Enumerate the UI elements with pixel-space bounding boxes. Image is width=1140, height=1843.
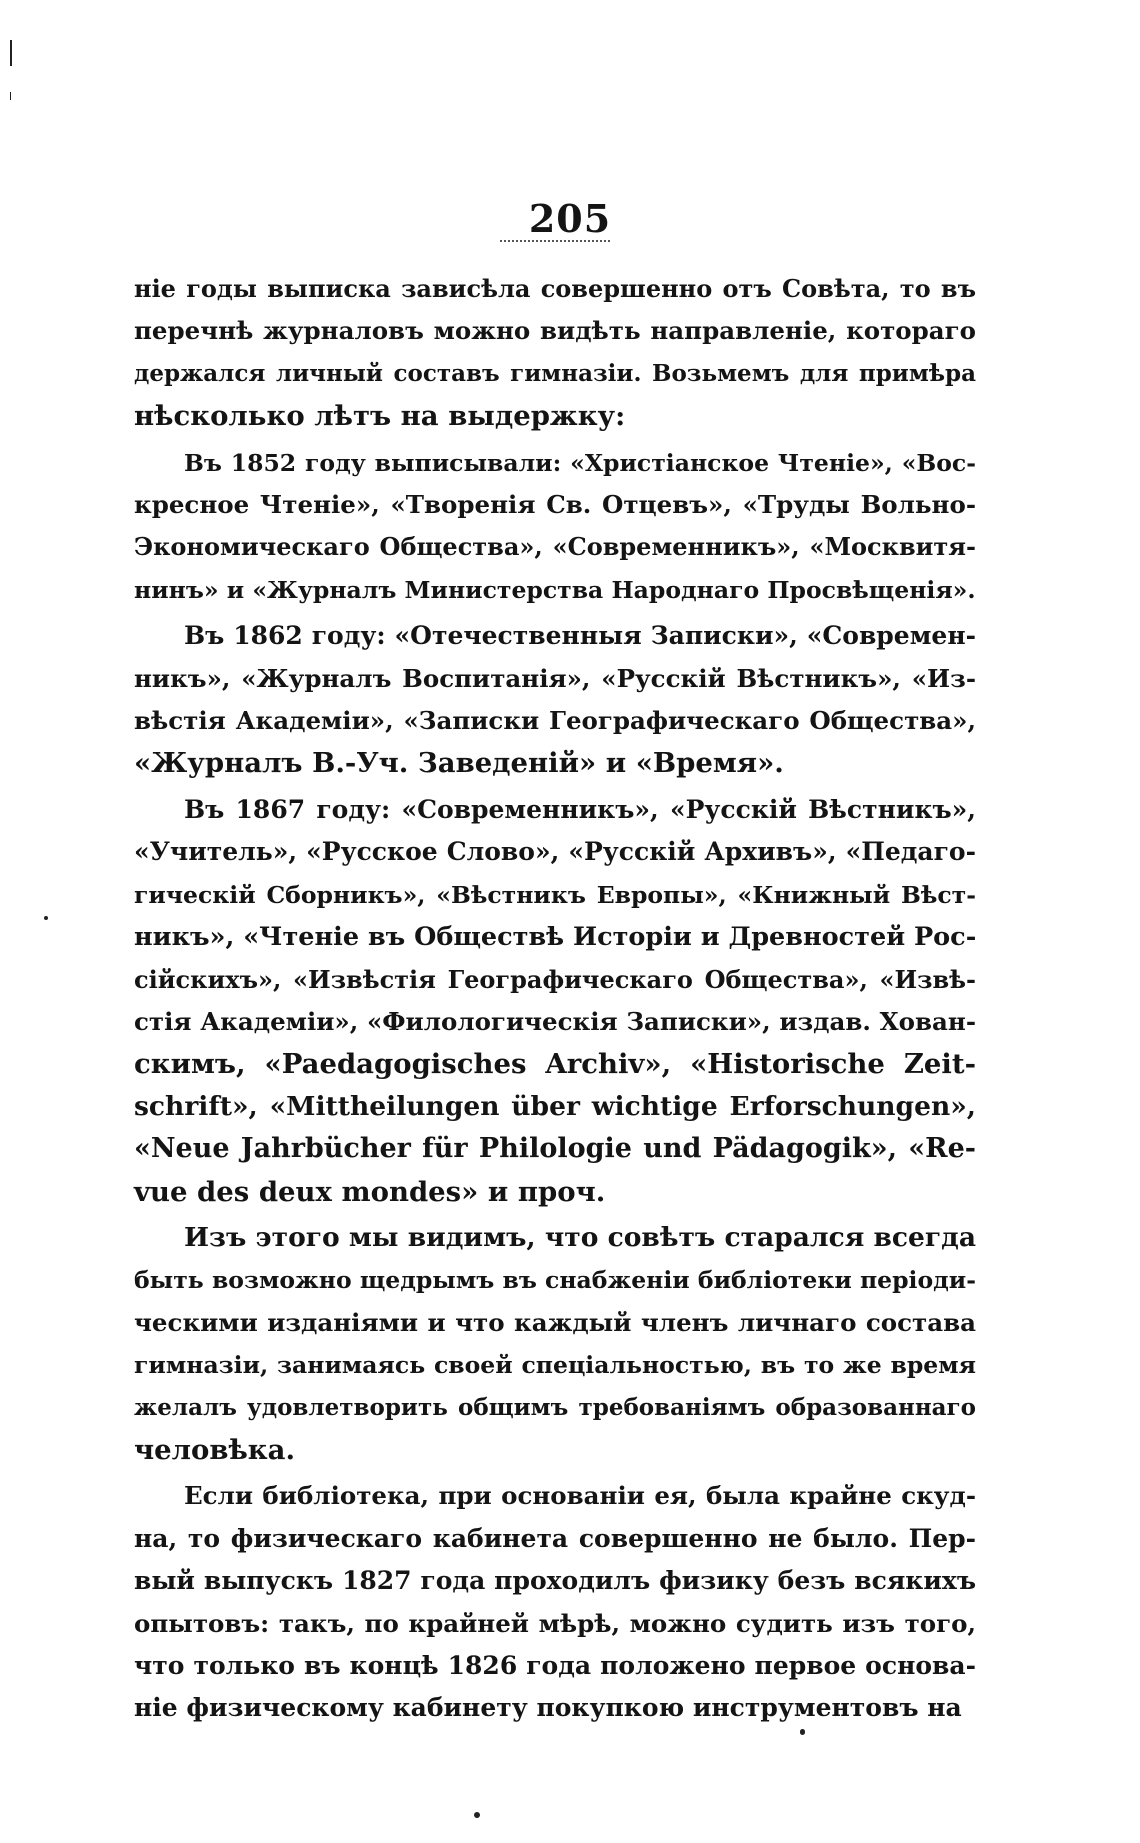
paragraph [134,268,976,438]
text-line: гическій Сборникъ», «Вѣстникъ Европы», «Книжный Вѣст- [134,880,976,909]
page-number: 205 [528,196,612,241]
text-line: «Учитель», «Русское Слово», «Русскій Архивъ», «Педаго- [134,837,976,867]
text-line: «Neue Jahrbücher für Philologie und Pädagogik», «Re- [134,1133,976,1165]
text-line: Въ 1862 году: «Отечественныя Записки», «Современ- [184,621,976,651]
text-line: человѣка. [134,1433,296,1466]
body-text [134,268,976,1730]
paragraph [134,615,976,785]
text-line: сійскихъ», «Извѣстія Географическаго Общества», «Извѣ- [134,964,976,994]
text-line: никъ», «Чтеніе въ Обществѣ Исторіи и Древностей Рос- [134,922,977,953]
text-line: гимназіи, занимаясь своей спеціальностью, въ то же время [134,1351,976,1380]
text-line: нинъ» и «Журналъ Министерства Народнаго Просвѣщенія». [134,575,976,604]
text-line: никъ», «Журналъ Воспитанія», «Русскій Вѣстникъ», «Из- [134,663,976,693]
text-line: опытовъ: такъ, по крайней мѣрѣ, можно судить изъ того, [134,1608,976,1638]
scan-dot [474,1812,480,1818]
text-line: стія Академіи», «Филологическія Записки», издав. Хован- [134,1006,976,1036]
text-line: вый выпускъ 1827 года проходилъ физику безъ всякихъ [134,1566,976,1596]
text-line: быть возможно щедрымъ въ снабженіи библіотеки періоди- [134,1266,976,1295]
margin-line-mark-small [10,92,11,100]
text-line: «Журналъ В.-Уч. Заведеній» и «Время». [134,747,784,780]
text-line: ніе годы выписка зависѣла совершенно отъ Совѣта, то въ [134,274,976,303]
text-line: Если библіотека, при основаніи ея, была крайне скуд- [184,1481,976,1511]
text-line: держался личный составъ гимназіи. Возьмемъ для примѣра [134,359,976,387]
paragraph [134,1475,976,1729]
text-line: Въ 1852 году выписывали: «Христіанское Чтеніе», «Вос- [184,448,976,477]
page-number-underline [500,240,610,242]
text-line: Въ 1867 году: «Современникъ», «Русскій Вѣстникъ», [184,794,976,824]
text-line: schrift», «Mittheilungen über wichtige Erforschungen», [134,1090,976,1122]
scan-dot [800,1729,805,1735]
paragraph [134,442,976,612]
scan-dot [44,916,48,920]
paragraph [134,789,976,1213]
text-line: что только въ концѣ 1826 года положено первое основа- [134,1651,976,1680]
text-line: желалъ удовлетворить общимъ требованіямъ образованнаго [134,1393,976,1421]
text-line: скимъ, «Paedagogisches Archiv», «Historische Zeit- [134,1048,976,1081]
text-line: на, то физическаго кабинета совершенно не было. Пер- [134,1523,976,1553]
text-line: перечнѣ журналовъ можно видѣть направленіе, котораго [134,316,976,346]
margin-line-mark [10,40,12,66]
text-line: ческими изданіями и что каждый членъ личнаго состава [134,1307,976,1337]
text-line: нѣсколько лѣтъ на выдержку: [134,400,626,433]
text-line: Изъ этого мы видимъ, что совѣтъ старался всегда [184,1221,976,1253]
text-line: вѣстія Академіи», «Записки Географическаго Общества», [134,706,976,736]
text-line: кресное Чтеніе», «Творенія Св. Отцевъ», «Труды Вольно- [134,490,976,520]
text-line: vue des deux mondes» и проч. [134,1175,606,1208]
text-line: ніе физическому кабинету покупкою инструментовъ на [134,1693,962,1723]
paragraph [134,1217,976,1471]
text-line: Экономическаго Общества», «Современникъ», «Москвитя- [134,532,976,562]
